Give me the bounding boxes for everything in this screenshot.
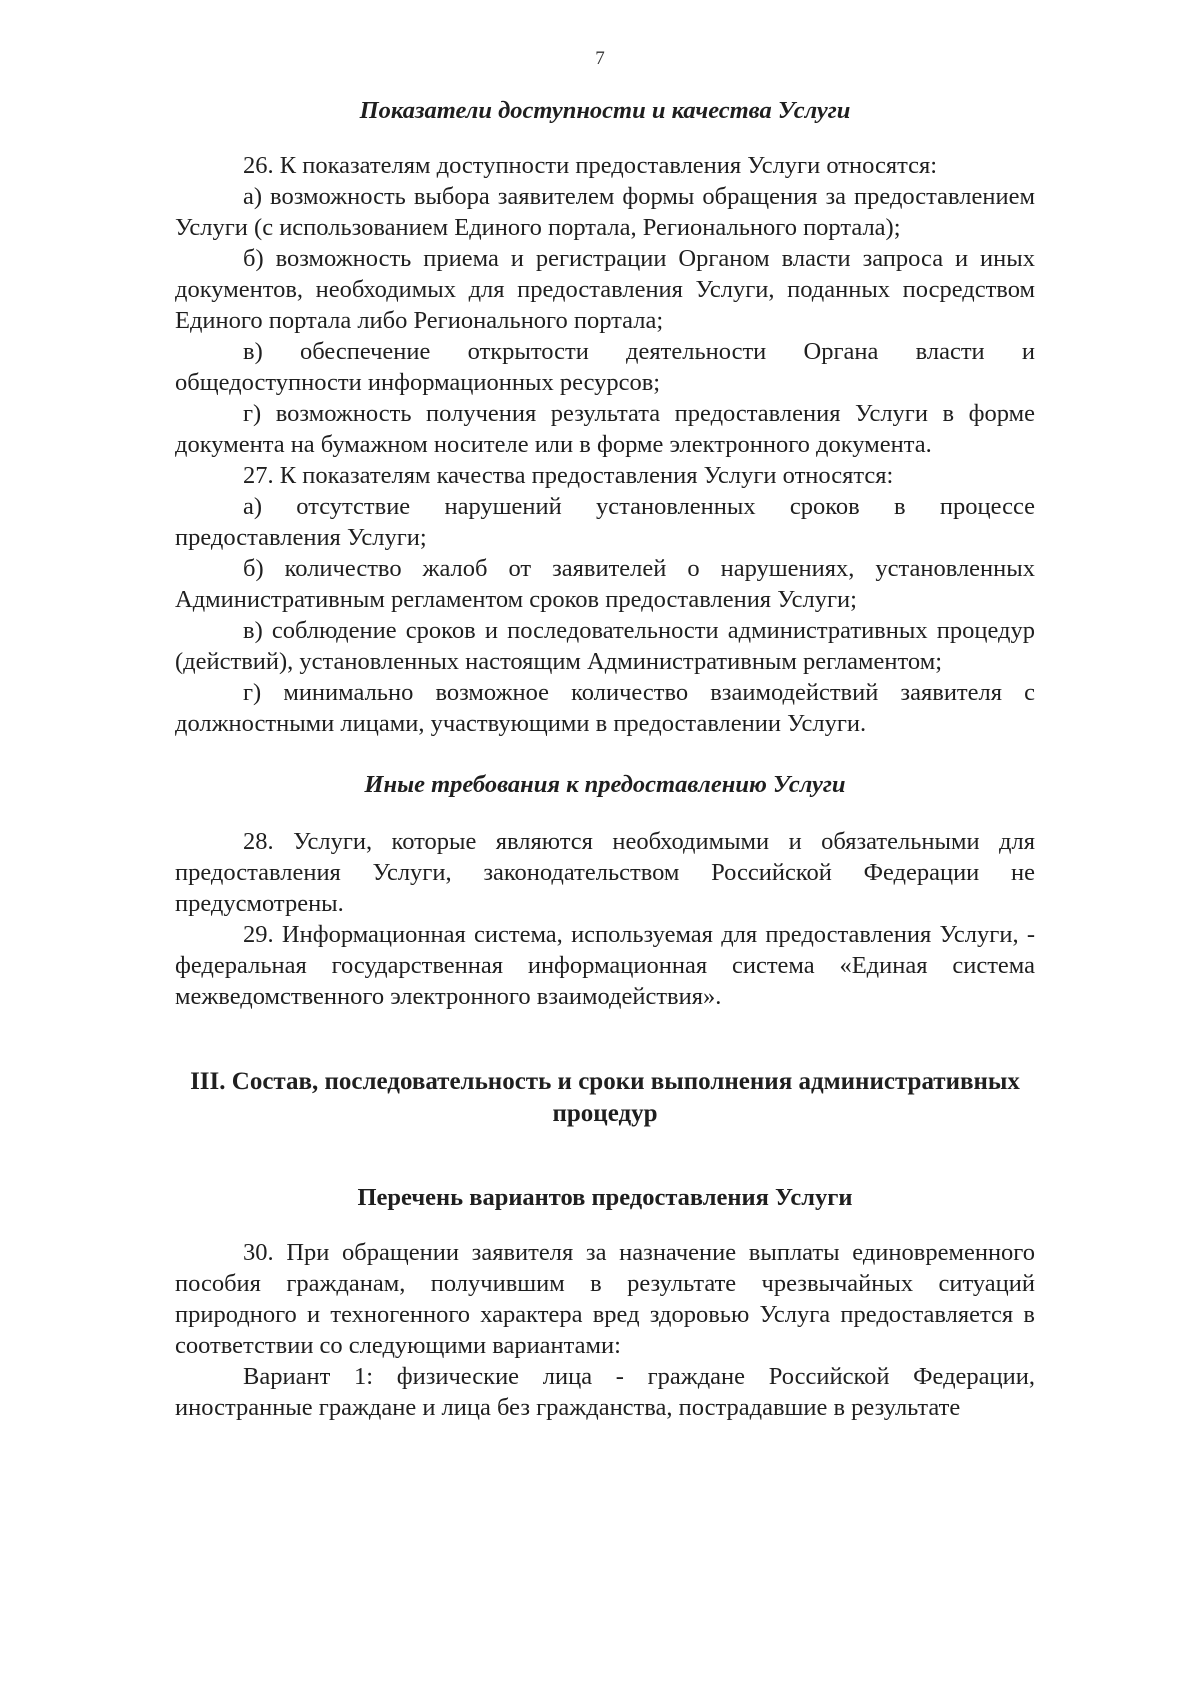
heading-section-iii-line2: процедур <box>552 1100 658 1127</box>
paragraph: а) отсутствие нарушений установленных сроков в процессе предоставления Услуги; <box>175 493 1035 551</box>
paragraph: 27. К показателям качества предоставления Услуги относятся: <box>243 462 894 489</box>
paragraph: в) обеспечение открытости деятельности Органа власти и общедоступности информационных ресурсов; <box>175 338 1035 396</box>
paragraph: 28. Услуги, которые являются необходимыми и обязательными для предоставления Услуги, законодательством Российской Федерации не предусмотрены. <box>175 828 1035 917</box>
heading-section-iii <box>175 1066 1035 1130</box>
paragraph: 29. Информационная система, используемая для предоставления Услуги, - федеральная государственная информационная система «Единая система межведомственного электронного взаимодействия». <box>175 921 1035 1010</box>
paragraph: г) минимально возможное количество взаимодействий заявителя с должностными лицами, участвующими в предоставлении Услуги. <box>175 679 1035 737</box>
paragraph: Вариант 1: физические лица - граждане Российской Федерации, иностранные граждане и лица без гражданства, пострадавшие в результате <box>175 1363 1035 1421</box>
paragraph: б) возможность приема и регистрации Органом власти запроса и иных документов, необходимых для предоставления Услуги, поданных посредством Единого портала либо Регионального портала; <box>175 245 1035 334</box>
heading-availability-quality: Показатели доступности и качества Услуги <box>359 97 851 124</box>
paragraph: 30. При обращении заявителя за назначение выплаты единовременного пособия гражданам, получившим в результате чрезвычайных ситуаций природного и техногенного характера вред здоровью Услуга предоставляется в соответствии со следующими вариантами: <box>175 1239 1035 1359</box>
paragraph: 26. К показателям доступности предоставления Услуги относятся: <box>243 152 938 179</box>
heading-variants-list: Перечень вариантов предоставления Услуги <box>357 1184 853 1211</box>
document-body <box>175 95 1035 1423</box>
paragraph: г) возможность получения результата предоставления Услуги в форме документа на бумажном носителе или в форме электронного документа. <box>175 400 1035 458</box>
heading-section-iii-line1: III. Состав, последовательность и сроки выполнения административных <box>190 1068 1020 1095</box>
heading-other-requirements: Иные требования к предоставлению Услуги <box>364 771 846 798</box>
paragraph: в) соблюдение сроков и последовательности административных процедур (действий), установленных настоящим Административным регламентом; <box>175 617 1035 675</box>
page-number: 7 <box>595 48 605 69</box>
paragraph: б) количество жалоб от заявителей о нарушениях, установленных Административным регламентом сроков предоставления Услуги; <box>175 555 1035 613</box>
paragraph: а) возможность выбора заявителем формы обращения за предоставлением Услуги (с использованием Единого портала, Регионального портала); <box>175 183 1035 241</box>
